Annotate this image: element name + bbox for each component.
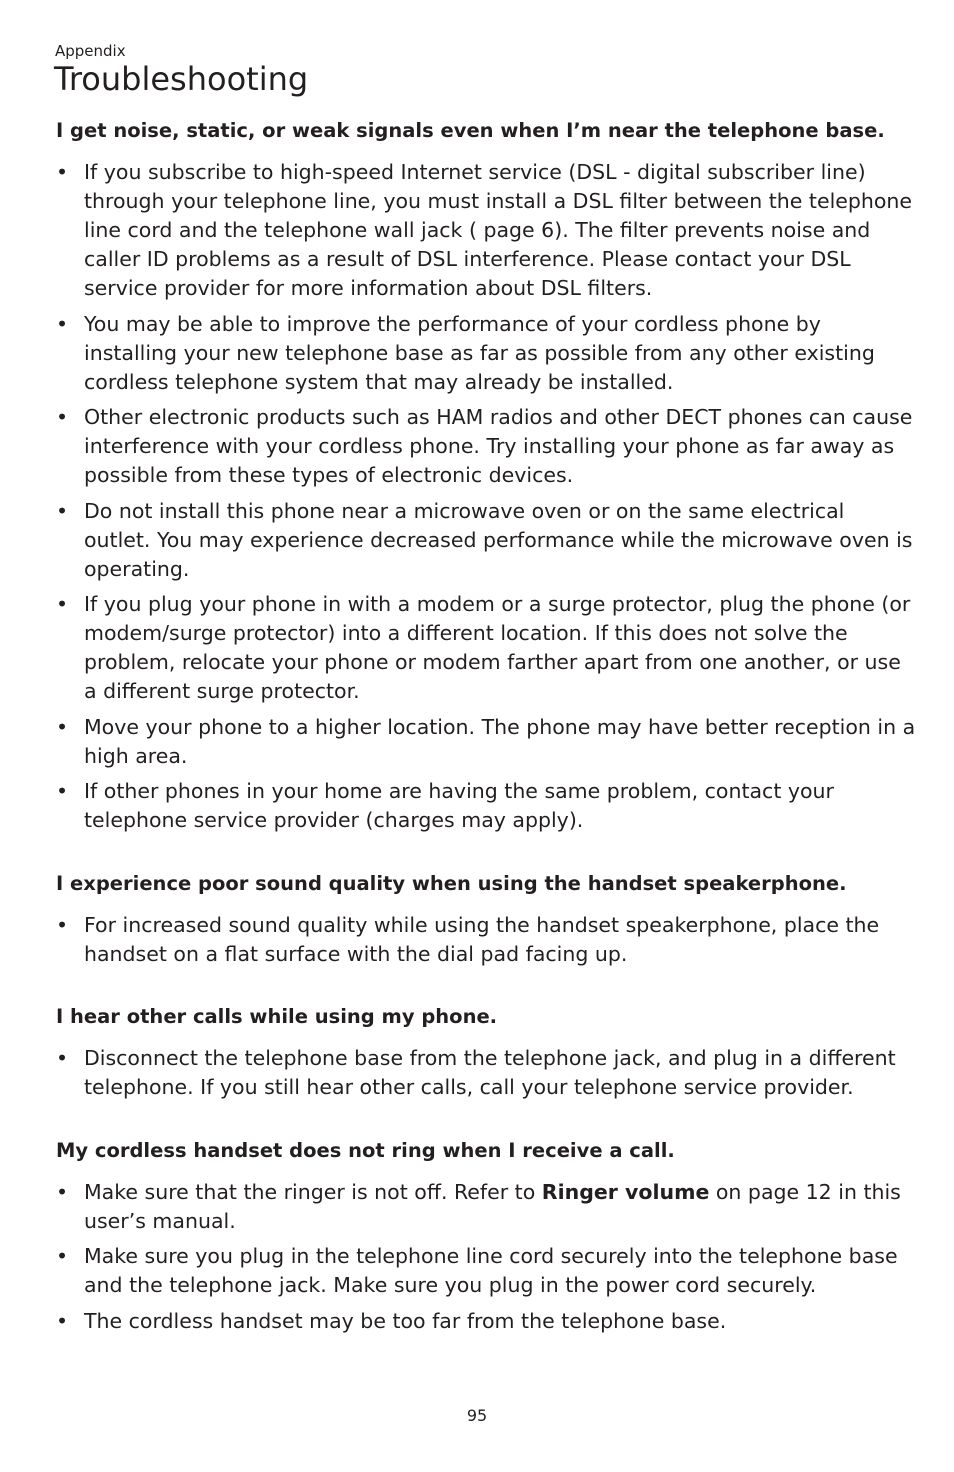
list-item	[56, 403, 916, 490]
bullet-glyph: •	[56, 1308, 69, 1333]
bullet-text: Do not install this phone near a microwave oven or on the same electrical outlet. You may experience decreased performance while the microwave oven is operating.	[84, 498, 913, 581]
bullet-list	[56, 1044, 916, 1102]
topic-speakerphone-quality	[56, 869, 916, 969]
list-item	[56, 1044, 916, 1102]
bullet-text-before: Make sure that the ringer is not off. Refer to	[84, 1179, 542, 1204]
list-item	[56, 1307, 916, 1336]
list-item	[56, 777, 916, 835]
bullet-glyph: •	[56, 1179, 69, 1204]
ringer-volume-reference: Ringer volume	[541, 1179, 710, 1204]
bullet-text: Other electronic products such as HAM radios and other DECT phones can cause interference with your cordless phone. Try installing your phone as far away as possible from these types of electronic devices.	[84, 405, 913, 487]
bullet-text: You may be able to improve the performance of your cordless phone by installing your new telephone base as far as possible from any other existing cordless telephone system that may already be installed.	[84, 311, 875, 394]
topic-heading: I hear other calls while using my phone.	[56, 1005, 498, 1028]
bullet-glyph: •	[56, 1046, 69, 1070]
bullet-text: Make sure you plug in the telephone line cord securely into the telephone base and the telephone jack. Make sure you plug in the power cord securely.	[84, 1244, 898, 1297]
list-item	[56, 1242, 916, 1300]
bullet-glyph: •	[56, 311, 69, 336]
bullet-text: Move your phone to a higher location. The phone may have better reception in a high area.	[84, 714, 916, 768]
topic-heading: My cordless handset does not ring when I receive a call.	[56, 1138, 675, 1162]
bullet-text-after: on page 12 in this user’s manual.	[84, 1179, 901, 1233]
topic-heading: I get noise, static, or weak signals even when I’m near the telephone base.	[56, 119, 885, 142]
bullet-glyph: •	[56, 592, 69, 616]
section-label: Appendix	[55, 42, 126, 60]
bullet-glyph: •	[56, 912, 69, 937]
list-item	[56, 497, 916, 584]
bullet-text: Disconnect the telephone base from the telephone jack, and plug in a different telephone. If you still hear other calls, call your telephone service provider.	[84, 1046, 896, 1099]
topic-other-calls	[56, 1002, 916, 1102]
list-item	[56, 911, 916, 969]
list-item	[56, 310, 916, 397]
bullet-list	[56, 158, 916, 835]
topic-noise-static	[56, 116, 916, 835]
section-gap	[56, 975, 916, 1002]
bullet-text: If other phones in your home are having the same problem, contact your telephone service provider (charges may apply).	[84, 779, 834, 832]
bullet-text: The cordless handset may be too far from the telephone base.	[84, 1308, 727, 1333]
bullet-glyph: •	[56, 160, 69, 184]
bullet-glyph: •	[56, 498, 69, 523]
list-item	[56, 158, 916, 303]
bullet-list	[56, 911, 916, 969]
page-title: Troubleshooting	[54, 60, 309, 98]
list-item	[56, 713, 916, 771]
bullet-glyph: •	[56, 405, 69, 429]
page-number: 95	[466, 1406, 488, 1425]
bullet-text: If you plug your phone in with a modem or a surge protector, plug the phone (or modem/surge protector) into a different location. If this does not solve the problem, relocate your phone or modem farther apart from one another, or use a different surge protector.	[84, 592, 911, 703]
list-item	[56, 1178, 916, 1236]
troubleshooting-content	[56, 116, 916, 1342]
bullet-text: For increased sound quality while using the handset speakerphone, place the handset on a flat surface with the dial pad facing up.	[84, 912, 880, 966]
bullet-glyph: •	[56, 1244, 69, 1268]
section-gap	[56, 842, 916, 869]
bullet-text: If you subscribe to high-speed Internet service (DSL - digital subscriber line) through your telephone line, you must install a DSL filter between the telephone line cord and the telephone wall jack ( page 6). The filter prevents noise and caller ID problems as a result of DSL interference. Please contact your DSL service provider for more information about DSL filters.	[84, 160, 913, 300]
topic-heading: I experience poor sound quality when using the handset speakerphone.	[56, 871, 847, 895]
bullet-glyph: •	[56, 779, 69, 803]
list-item	[56, 590, 916, 706]
bullet-glyph: •	[56, 714, 69, 739]
section-gap	[56, 1109, 916, 1136]
topic-handset-no-ring	[56, 1136, 916, 1336]
bullet-list	[56, 1178, 916, 1336]
